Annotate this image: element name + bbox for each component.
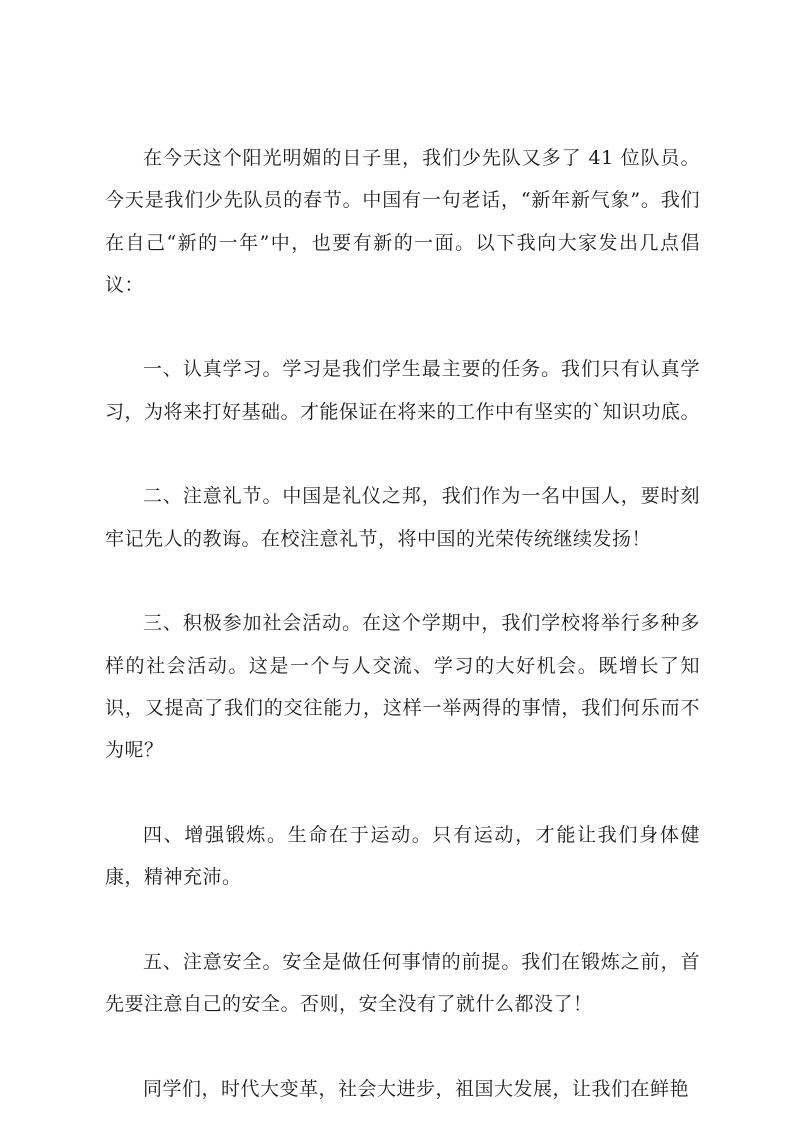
paragraph-point-1-study: 一、认真学习。学习是我们学生最主要的任务。我们只有认真学习，为将来打好基础。才能保证在将来的工作中有坚实的`知识功底。 <box>105 358 701 423</box>
paragraph-point-5-safety: 五、注意安全。安全是做任何事情的前提。我们在锻炼之前，首先要注意自己的安全。否则，安全没有了就什么都没了！ <box>105 950 700 1015</box>
document-text-block <box>105 137 700 1110</box>
paragraph-point-2-etiquette: 二、注意礼节。中国是礼仪之邦，我们作为一名中国人，要时刻牢记先人的教诲。在校注意礼节，将中国的光荣传统继续发扬！ <box>105 485 700 550</box>
paragraph-closing: 同学们，时代大变革，社会大进步，祖国大发展，让我们在鲜艳 <box>143 1077 690 1100</box>
paragraph-point-3-social-activities: 三、积极参加社会活动。在这个学期中，我们学校将举行多种多样的社会活动。这是一个与人交流、学习的大好机会。既增长了知识，又提高了我们的交往能力，这样一举两得的事情，我们何乐而不为呢？ <box>105 612 700 762</box>
paragraph-point-4-exercise: 四、增强锻炼。生命在于运动。只有运动，才能让我们身体健康，精神充沛。 <box>105 823 700 889</box>
paragraph-intro: 在今天这个阳光明媚的日子里，我们少先队又多了 41 位队员。今天是我们少先队员的春节。中国有一句老话，“新年新气象”。我们在自己“新的一年”中，也要有新的一面。以下我向大家发出几点倡议： <box>105 147 700 296</box>
